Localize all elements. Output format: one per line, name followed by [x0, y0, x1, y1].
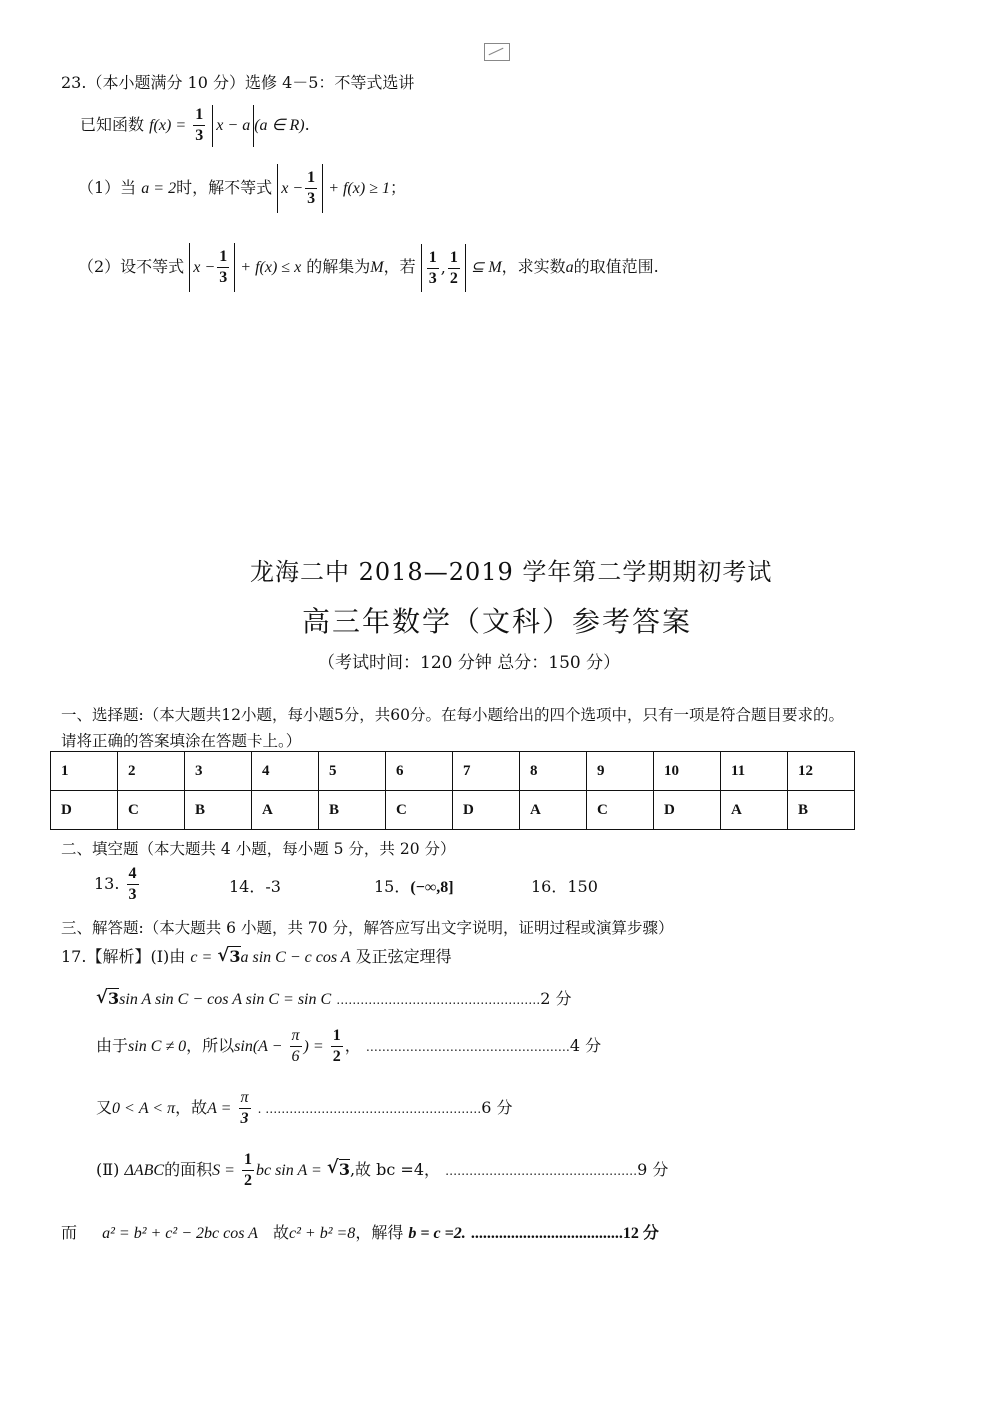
table-cell: 9 [587, 752, 654, 791]
q23-heading: 23.（本小题满分 10 分）选修 4－5：不等式选讲 [61, 73, 415, 92]
answer-13: 13. $\frac{4}{3}$ [94, 865, 137, 903]
table-cell: A [721, 791, 788, 830]
fraction-one-third: $\frac{1}{3}$ [195, 106, 204, 144]
answer-key-title: 高三年数学（文科）参考答案 [302, 605, 693, 638]
multiple-choice-answer-table [50, 751, 855, 830]
solution17-line2: √ 3sin A sin C − cos A sin C = sin C ……………………………………………2 分 [96, 986, 572, 1009]
table-cell: 11 [721, 752, 788, 791]
q23-part2: （2）设不等式 x − $\frac{1}{3}$ + f(x) ≤ x 的解集为M，若 $\frac{1}{3}$ , $\frac{1}{2}$ ⊆ M，求实数a的取值范围. [78, 243, 659, 292]
table-cell: C [587, 791, 654, 830]
header-logo-icon [484, 43, 510, 61]
table-cell: A [252, 791, 319, 830]
table-cell: 5 [319, 752, 386, 791]
section3-heading: 三、解答题:（本大题共 6 小题，共 70 分，解答应写出文字说明，证明过程或演算步骤） [61, 919, 674, 937]
solution17-line3: 由于sin C ≠ 0，所以sin(A − $\frac{\pi}{6}$ ) = $\frac{1}{2}$ ， ……………………………………………4 分 [96, 1027, 602, 1065]
section1-heading-cont: 请将正确的答案填涂在答题卡上。） [61, 732, 302, 750]
table-cell: 6 [386, 752, 453, 791]
table-cell: 12 [788, 752, 855, 791]
q23-part1: （1）当 a = 2时，解不等式 x − $\frac{1}{3}$ + f(x) ≥ 1； [78, 164, 406, 213]
table-cell: 10 [654, 752, 721, 791]
table-row-answers [51, 791, 855, 830]
school-title: 龙海二中 2018—2019 学年第二学期期初考试 [250, 558, 773, 586]
section2-heading: 二、填空题（本大题共 4 小题，每小题 5 分，共 20 分） [61, 840, 456, 858]
table-cell: C [118, 791, 185, 830]
table-cell: 2 [118, 752, 185, 791]
interval-bracket: $\frac{1}{3}$ , $\frac{1}{2}$ [421, 244, 466, 292]
table-cell: D [453, 791, 520, 830]
solution17-line6: 而 a² = b² + c² − 2bc cos A 故c² + b² =8，解得 b = c =2. ......................................12 分 [61, 1223, 659, 1242]
table-cell: 8 [520, 752, 587, 791]
abs-expression: x − $\frac{1}{3}$ [189, 243, 235, 292]
table-row-numbers [51, 752, 855, 791]
solution17-line1: 17.【解析】(Ⅰ)由 c = √ 3a sin C − c cos A 及正弦定理得 [61, 944, 452, 967]
answer-16: 16．150 [531, 877, 598, 896]
table-cell: B [788, 791, 855, 830]
answer-15: 15．(−∞,8] [374, 877, 454, 896]
section1-heading: 一、选择题:（本大题共12小题，每小题5分，共60分。在每小题给出的四个选项中，只有一项是符合题目要求的。 [61, 706, 845, 724]
table-cell: 3 [185, 752, 252, 791]
table-cell: B [185, 791, 252, 830]
table-cell: 4 [252, 752, 319, 791]
table-cell: A [520, 791, 587, 830]
q23-given: 已知函数 f(x) = $\frac{1}{3}$ x − a (a ∈ R). [80, 104, 310, 147]
solution17-line5: (Ⅱ) ΔABC的面积S = $\frac{1}{2}$ bc sin A = √ 3,故 bc =4， …………………………………………9 分 [96, 1148, 668, 1193]
abs-expression: x − $\frac{1}{3}$ [277, 164, 323, 213]
answer-14: 14．-3 [229, 877, 281, 896]
table-cell: B [319, 791, 386, 830]
exam-info: （考试时间：120 分钟 总分：150 分） [318, 653, 621, 673]
table-cell: D [654, 791, 721, 830]
table-cell: C [386, 791, 453, 830]
table-cell: 7 [453, 752, 520, 791]
table-cell: D [51, 791, 118, 830]
table-cell: 1 [51, 752, 118, 791]
solution17-line4: 又0 < A < π，故A = $\frac{\pi}{3}$ . ………………………………………………6 分 [96, 1089, 513, 1127]
